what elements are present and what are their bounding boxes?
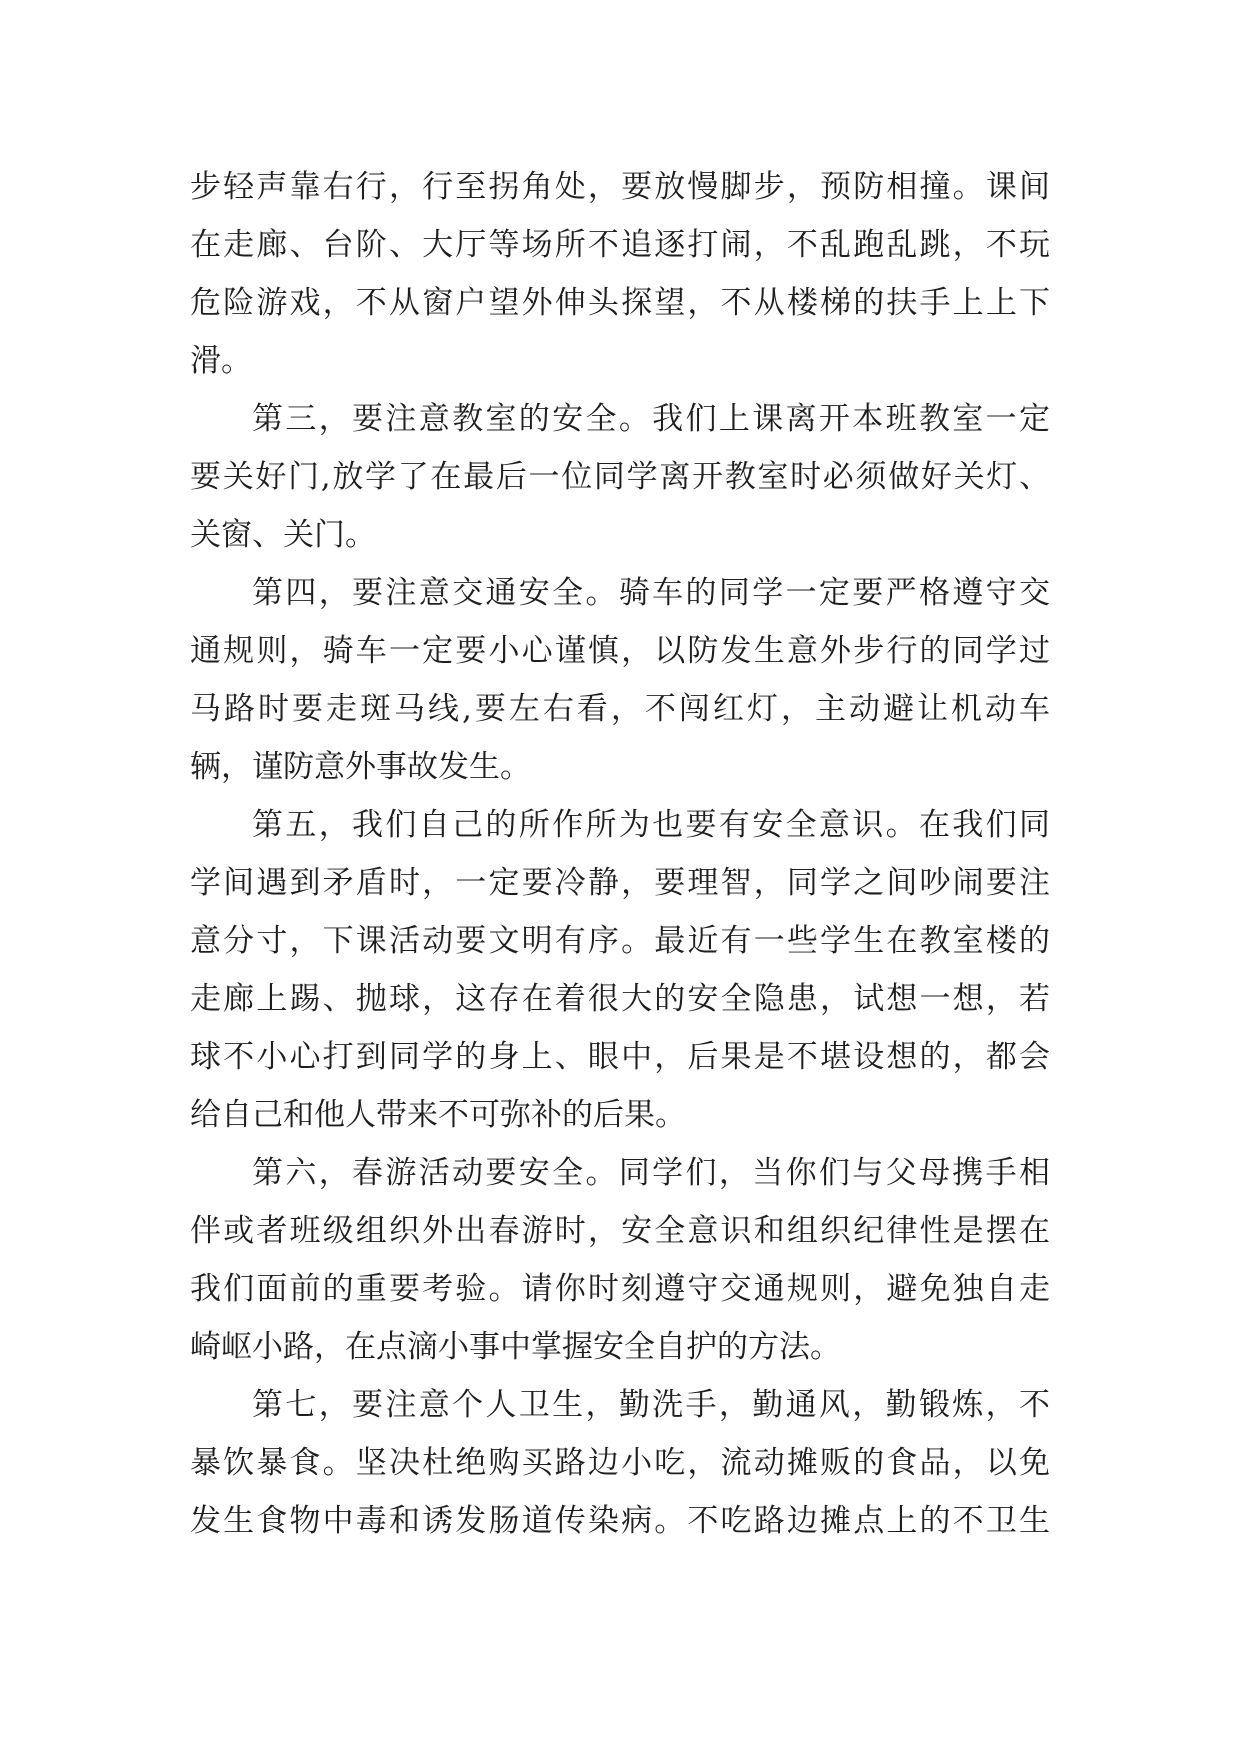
- text-line: 意分寸，下课活动要文明有序。最近有一些学生在教室楼的: [190, 923, 1050, 959]
- paragraph-seventh: [190, 1376, 1050, 1550]
- text-line: 发生食物中毒和诱发肠道传染病。不吃路边摊点上的不卫生: [190, 1503, 1050, 1539]
- text-line: 第七，要注意个人卫生，勤洗手，勤通风，勤锻炼，不: [252, 1387, 1050, 1423]
- text-line: 走廊上踢、抛球，这存在着很大的安全隐患，试想一想，若: [190, 981, 1050, 1017]
- text-line: 第三，要注意教室的安全。我们上课离开本班教室一定: [252, 401, 1050, 437]
- text-line: 辆，谨防意外事故发生。: [190, 749, 531, 785]
- text-line: 给自己和他人带来不可弥补的后果。: [190, 1097, 686, 1133]
- text-line: 马路时要走斑马线,要左右看，不闯红灯，主动避让机动车: [190, 691, 1050, 727]
- paragraph-sixth: [190, 1144, 1050, 1376]
- text-line: 学间遇到矛盾时，一定要冷静，要理智，同学之间吵闹要注: [190, 865, 1050, 901]
- text-line: 我们面前的重要考验。请你时刻遵守交通规则，避免独自走: [190, 1271, 1050, 1307]
- text-line: 滑。: [190, 343, 252, 379]
- text-line: 球不小心打到同学的身上、眼中，后果是不堪设想的，都会: [190, 1039, 1050, 1075]
- text-line: 第六，春游活动要安全。同学们，当你们与父母携手相: [252, 1155, 1050, 1191]
- text-line: 要关好门,放学了在最后一位同学离开教室时必须做好关灯、: [190, 459, 1050, 495]
- paragraph-continuation: [190, 158, 1050, 390]
- paragraph-fourth: [190, 564, 1050, 796]
- text-line: 崎岖小路，在点滴小事中掌握安全自护的方法。: [190, 1329, 841, 1365]
- text-line: 伴或者班级组织外出春游时，安全意识和组织纪律性是摆在: [190, 1213, 1050, 1249]
- text-line: 步轻声靠右行，行至拐角处，要放慢脚步，预防相撞。课间: [190, 169, 1050, 205]
- text-line: 在走廊、台阶、大厅等场所不追逐打闹，不乱跑乱跳，不玩: [190, 227, 1050, 263]
- document-body: [190, 158, 1050, 1550]
- text-line: 第四，要注意交通安全。骑车的同学一定要严格遵守交: [252, 575, 1050, 611]
- text-line: 通规则，骑车一定要小心谨慎，以防发生意外步行的同学过: [190, 633, 1050, 669]
- text-line: 暴饮暴食。坚决杜绝购买路边小吃，流动摊贩的食品，以免: [190, 1445, 1050, 1481]
- paragraph-third: [190, 390, 1050, 564]
- text-line: 关窗、关门。: [190, 517, 376, 553]
- text-line: 危险游戏，不从窗户望外伸头探望，不从楼梯的扶手上上下: [190, 285, 1050, 321]
- text-line: 第五，我们自己的所作所为也要有安全意识。在我们同: [252, 807, 1050, 843]
- paragraph-fifth: [190, 796, 1050, 1144]
